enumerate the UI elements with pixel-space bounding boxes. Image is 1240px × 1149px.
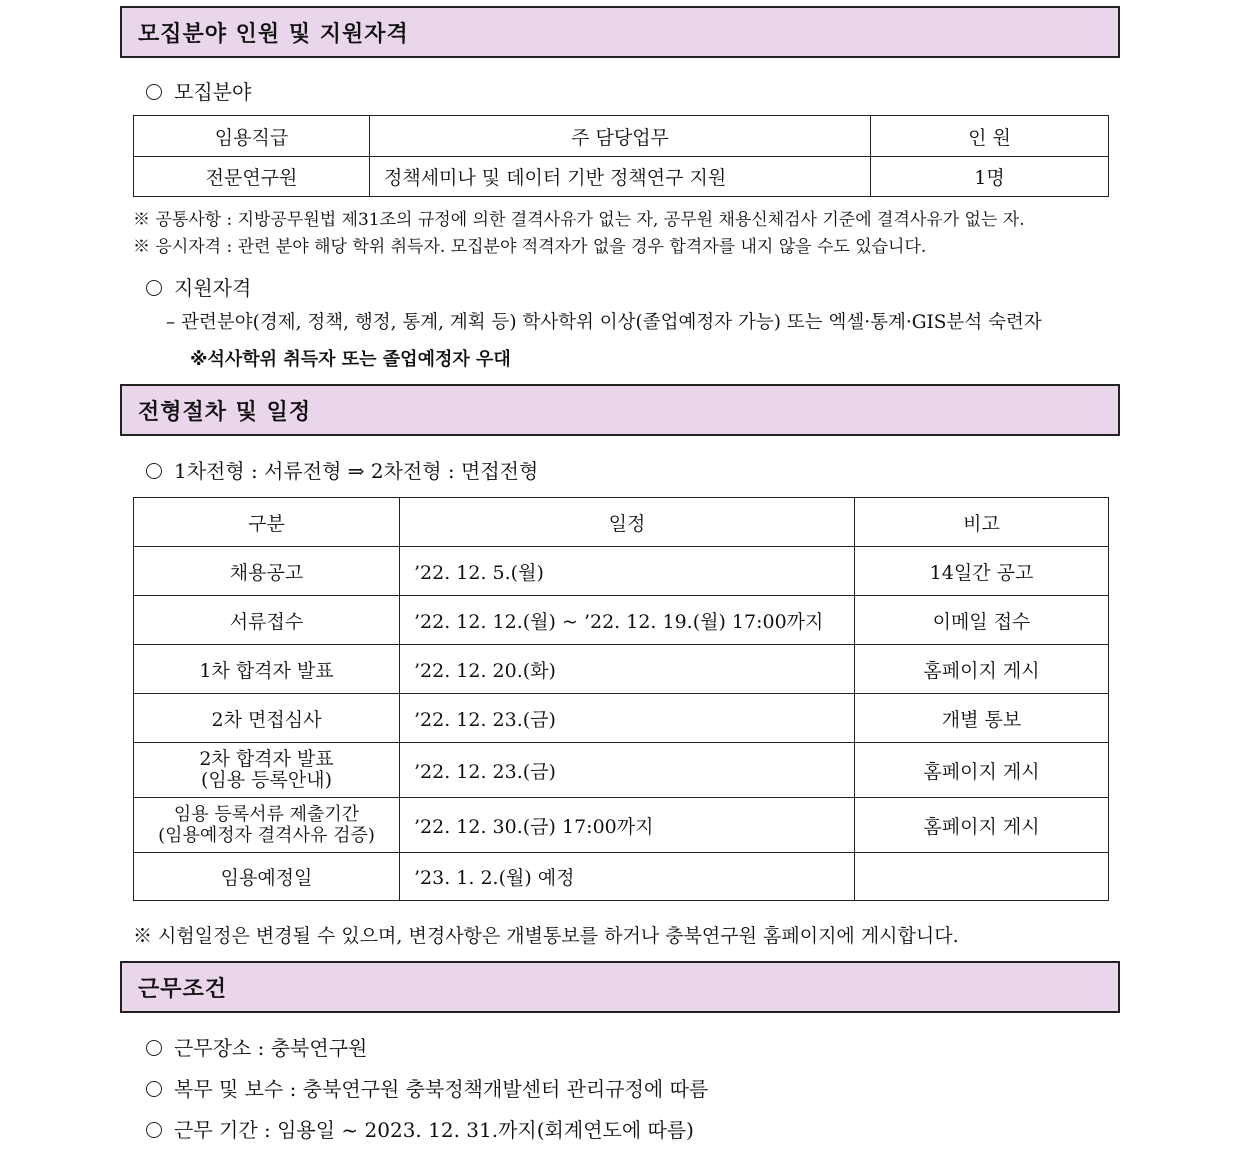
table-header-row bbox=[134, 498, 1109, 547]
section-header-process bbox=[120, 384, 1120, 436]
cell-category: 2차 합격자 발표 (임용 등록안내) bbox=[134, 743, 400, 798]
cell-note bbox=[855, 853, 1109, 901]
schedule-table bbox=[133, 497, 1109, 901]
header-cell: 인 원 bbox=[871, 116, 1109, 157]
section-title: 모집분야 인원 및 지원자격 bbox=[138, 21, 409, 47]
header-cell: 임용직급 bbox=[134, 116, 370, 157]
cell-category: 임용 등록서류 제출기간 (임용예정자 결격사유 검증) bbox=[134, 798, 400, 853]
work-item bbox=[146, 1073, 708, 1102]
work-item-text: 근무 기간 : 임용일 ~ 2023. 12. 31.까지(회계연도에 따름) bbox=[174, 1118, 694, 1142]
work-item bbox=[146, 1032, 367, 1061]
circle-bullet-icon bbox=[146, 1040, 162, 1056]
field-heading-text: 모집분야 bbox=[174, 80, 252, 104]
table-row bbox=[134, 694, 1109, 743]
header-cell: 구분 bbox=[134, 498, 400, 547]
circle-bullet-icon bbox=[146, 280, 162, 296]
cell-note: 이메일 접수 bbox=[855, 596, 1109, 645]
work-item bbox=[146, 1114, 694, 1143]
section-header-recruit bbox=[120, 6, 1120, 58]
cell-category: 1차 합격자 발표 bbox=[134, 645, 400, 694]
cell-date: ’22. 12. 23.(금) bbox=[400, 743, 855, 798]
schedule-note: ※ 시험일정은 변경될 수 있으며, 변경사항은 개별통보를 하거나 충북연구원 홈페이지에 게시합니다. bbox=[133, 925, 959, 947]
work-item-text: 복무 및 보수 : 충북연구원 충북정책개발센터 관리규정에 따름 bbox=[174, 1077, 709, 1101]
table-header-row bbox=[134, 116, 1109, 157]
work-item-text: 근무장소 : 충북연구원 bbox=[174, 1036, 368, 1060]
process-flow-text: 1차전형 : 서류전형 ⇒ 2차전형 : 면접전형 bbox=[174, 459, 539, 483]
header-cell: 주 담당업무 bbox=[370, 116, 871, 157]
circle-bullet-icon bbox=[146, 1122, 162, 1138]
section-header-work bbox=[120, 961, 1120, 1013]
cell-date: ’22. 12. 5.(월) bbox=[400, 547, 855, 596]
note-common: ※ 공통사항 : 지방공무원법 제31조의 규정에 의한 결격사유가 없는 자, 공무원 채용신체검사 기준에 결격사유가 없는 자. bbox=[133, 210, 1025, 230]
process-flow bbox=[146, 455, 538, 484]
cell-category: 2차 면접심사 bbox=[134, 694, 400, 743]
cell-date: ’22. 12. 12.(월) ~ ’22. 12. 19.(월) 17:00까지 bbox=[400, 596, 855, 645]
section-title: 근무조건 bbox=[138, 976, 228, 1002]
table-row bbox=[134, 798, 1109, 853]
cell-date: ’22. 12. 23.(금) bbox=[400, 694, 855, 743]
cell-date: ’22. 12. 20.(화) bbox=[400, 645, 855, 694]
qual-heading bbox=[146, 272, 251, 301]
cell-note: 14일간 공고 bbox=[855, 547, 1109, 596]
header-cell: 일정 bbox=[400, 498, 855, 547]
circle-bullet-icon bbox=[146, 463, 162, 479]
cell-note: 홈페이지 게시 bbox=[855, 743, 1109, 798]
table-row bbox=[134, 157, 1109, 197]
note-eligibility: ※ 응시자격 : 관련 분야 해당 학위 취득자. 모집분야 적격자가 없을 경우 합격자를 내지 않을 수도 있습니다. bbox=[133, 237, 927, 257]
qual-note: ※석사학위 취득자 또는 졸업예정자 우대 bbox=[190, 349, 511, 370]
circle-bullet-icon bbox=[146, 84, 162, 100]
table-row bbox=[134, 853, 1109, 901]
recruit-table bbox=[133, 115, 1109, 197]
table-row bbox=[134, 645, 1109, 694]
cell-note: 홈페이지 게시 bbox=[855, 798, 1109, 853]
circle-bullet-icon bbox=[146, 1081, 162, 1097]
table-row bbox=[134, 547, 1109, 596]
table-row bbox=[134, 743, 1109, 798]
header-cell: 비고 bbox=[855, 498, 1109, 547]
qual-line: – 관련분야(경제, 정책, 행정, 통계, 계획 등) 학사학위 이상(졸업예정자 가능) 또는 엑셀·통계·GIS분석 숙련자 bbox=[166, 312, 1042, 333]
cell-rank: 전문연구원 bbox=[134, 157, 370, 197]
cell-date: ’22. 12. 30.(금) 17:00까지 bbox=[400, 798, 855, 853]
cell-category: 서류접수 bbox=[134, 596, 400, 645]
field-heading bbox=[146, 76, 251, 105]
table-row bbox=[134, 596, 1109, 645]
qual-heading-text: 지원자격 bbox=[174, 276, 252, 300]
cell-category: 임용예정일 bbox=[134, 853, 400, 901]
section-title: 전형절차 및 일정 bbox=[138, 399, 312, 425]
cell-count: 1명 bbox=[871, 157, 1109, 197]
cell-category: 채용공고 bbox=[134, 547, 400, 596]
cell-note: 홈페이지 게시 bbox=[855, 645, 1109, 694]
cell-date: ’23. 1. 2.(월) 예정 bbox=[400, 853, 855, 901]
cell-duty: 정책세미나 및 데이터 기반 정책연구 지원 bbox=[370, 157, 871, 197]
cell-note: 개별 통보 bbox=[855, 694, 1109, 743]
